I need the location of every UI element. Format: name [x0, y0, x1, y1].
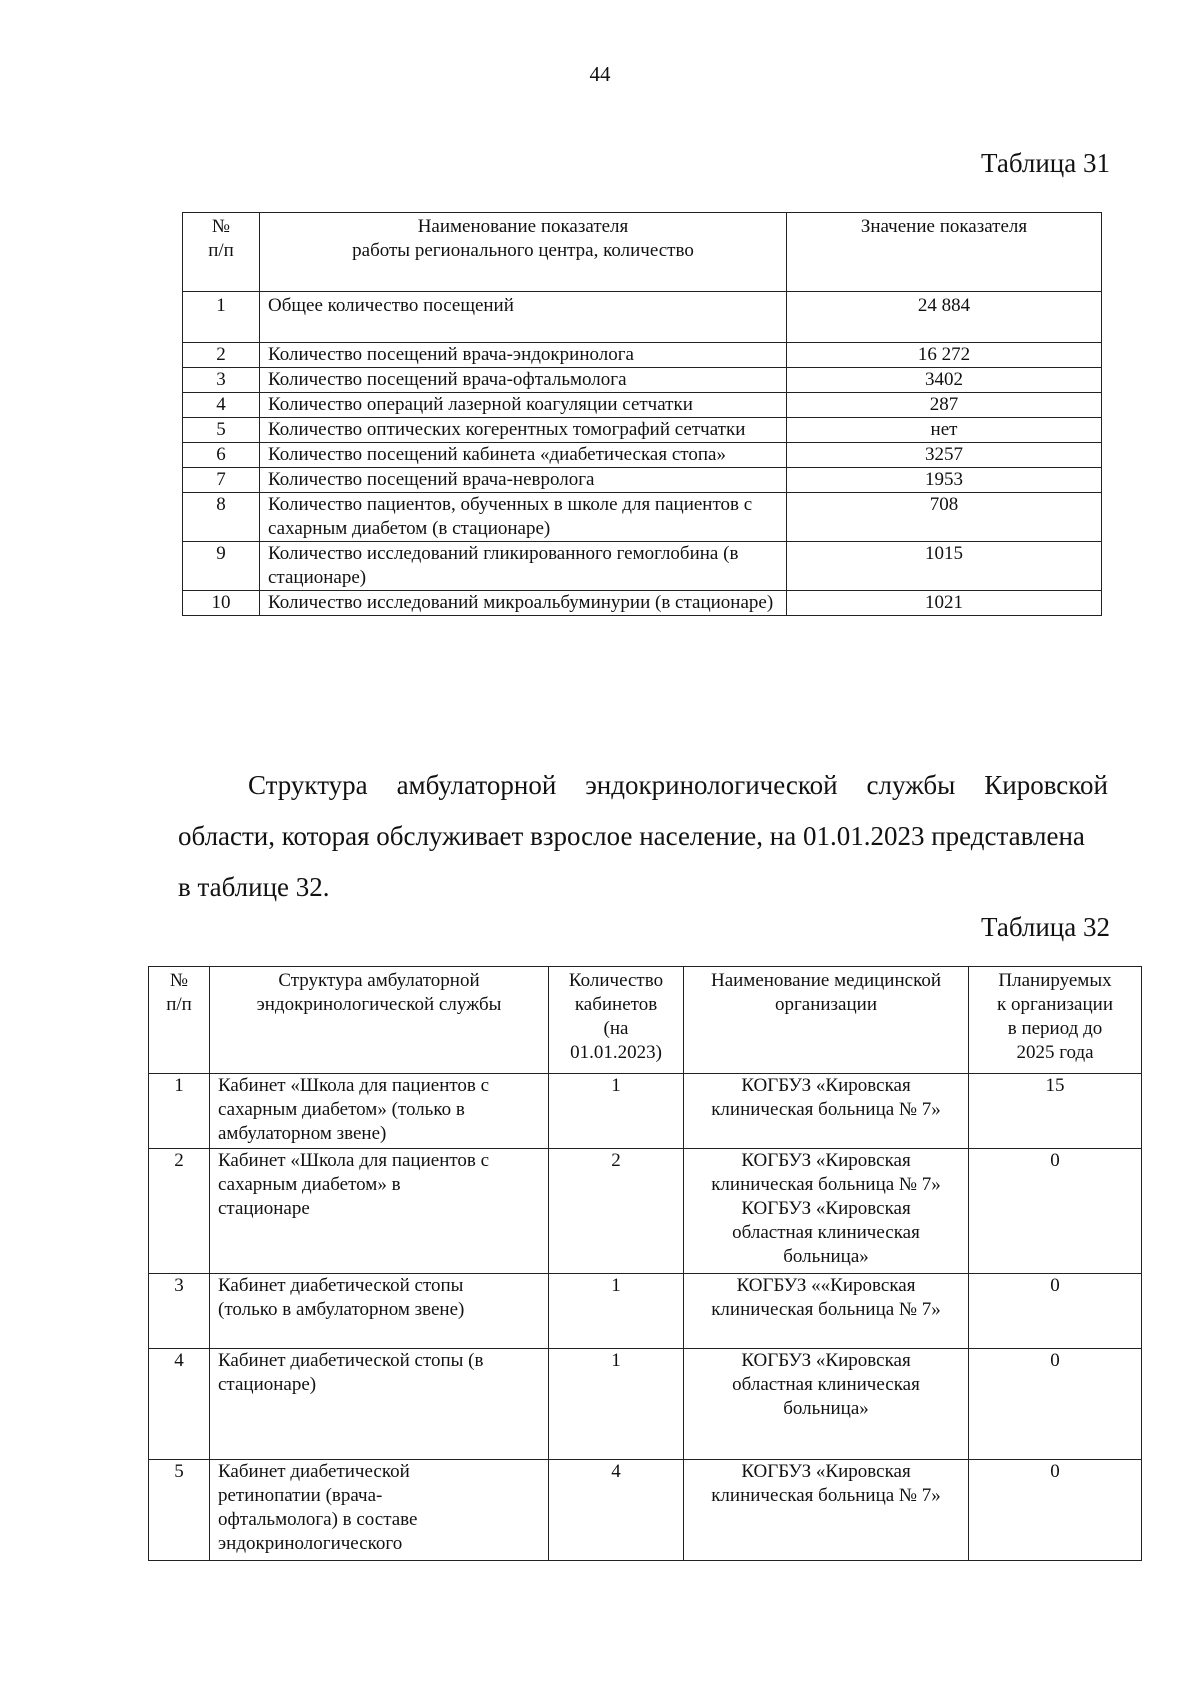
row-num: 8: [183, 493, 260, 542]
header-room-count: Количество кабинетов (на 01.01.2023): [549, 967, 684, 1074]
table-header-row: [149, 967, 1142, 1074]
header-organization: Наименование медицинской организации: [684, 967, 969, 1074]
row-structure: Кабинет «Школа для пациентов с сахарным диабетом» в стационаре: [210, 1149, 549, 1274]
row-name: Количество посещений врача-офтальмолога: [260, 368, 787, 393]
table-row: [149, 1074, 1142, 1149]
row-num: 4: [183, 393, 260, 418]
row-value: нет: [787, 418, 1102, 443]
row-value: 24 884: [787, 292, 1102, 343]
row-name: Количество операций лазерной коагуляции сетчатки: [260, 393, 787, 418]
row-structure: Кабинет диабетической стопы (только в амбулаторном звене): [210, 1274, 549, 1349]
row-planned: 0: [969, 1274, 1142, 1349]
row-organization: КОГБУЗ «Кировская клиническая больница № 7»: [684, 1074, 969, 1149]
row-value: 1015: [787, 542, 1102, 591]
row-num: 3: [183, 368, 260, 393]
row-room-count: 2: [549, 1149, 684, 1274]
row-organization: КОГБУЗ «Кировская клиническая больница № 7» КОГБУЗ «Кировская областная клиническая больница»: [684, 1149, 969, 1274]
row-name: Общее количество посещений: [260, 292, 787, 343]
row-structure: Кабинет «Школа для пациентов с сахарным диабетом» (только в амбулаторном звене): [210, 1074, 549, 1149]
header-num: № п/п: [183, 213, 260, 292]
row-num: 2: [149, 1149, 210, 1274]
row-num: 7: [183, 468, 260, 493]
header-planned: Планируемых к организации в период до 2025 года: [969, 967, 1142, 1074]
row-name: Количество посещений врача-эндокринолога: [260, 343, 787, 368]
page-number: 44: [589, 62, 611, 86]
row-value: 16 272: [787, 343, 1102, 368]
row-value: 1953: [787, 468, 1102, 493]
row-value: 708: [787, 493, 1102, 542]
row-room-count: 1: [549, 1074, 684, 1149]
body-paragraph: [178, 760, 1108, 913]
row-structure: Кабинет диабетической ретинопатии (врача- офтальмолога) в составе эндокринологического: [210, 1460, 549, 1561]
table-row: [183, 343, 1102, 368]
row-value: 1021: [787, 591, 1102, 616]
table-row: [149, 1149, 1142, 1274]
row-value: 3257: [787, 443, 1102, 468]
row-structure: Кабинет диабетической стопы (в стационаре): [210, 1349, 549, 1460]
header-indicator-name: Наименование показателя работы регионального центра, количество: [260, 213, 787, 292]
row-value: 287: [787, 393, 1102, 418]
table-31: [182, 212, 1102, 616]
table-row: [183, 368, 1102, 393]
row-planned: 0: [969, 1149, 1142, 1274]
row-num: 5: [183, 418, 260, 443]
row-num: 1: [183, 292, 260, 343]
row-room-count: 1: [549, 1274, 684, 1349]
row-name: Количество посещений кабинета «диабетическая стопа»: [260, 443, 787, 468]
row-num: 5: [149, 1460, 210, 1561]
row-organization: КОГБУЗ «Кировская клиническая больница № 7»: [684, 1460, 969, 1561]
row-num: 6: [183, 443, 260, 468]
header-structure: Структура амбулаторной эндокринологической службы: [210, 967, 549, 1074]
row-num: 4: [149, 1349, 210, 1460]
table-row: [183, 591, 1102, 616]
row-num: 3: [149, 1274, 210, 1349]
table-row: [183, 468, 1102, 493]
table-row: [183, 393, 1102, 418]
row-name: Количество исследований микроальбуминурии (в стационаре): [260, 591, 787, 616]
table-row: [149, 1349, 1142, 1460]
row-room-count: 1: [549, 1349, 684, 1460]
row-num: 2: [183, 343, 260, 368]
row-organization: КОГБУЗ ««Кировская клиническая больница № 7»: [684, 1274, 969, 1349]
table-31-caption: Таблица 31: [981, 148, 1110, 178]
header-indicator-value: Значение показателя: [787, 213, 1102, 292]
row-organization: КОГБУЗ «Кировская областная клиническая больница»: [684, 1349, 969, 1460]
table-row: [183, 542, 1102, 591]
row-room-count: 4: [549, 1460, 684, 1561]
table-32-caption: Таблица 32: [981, 912, 1110, 942]
row-planned: 0: [969, 1349, 1142, 1460]
row-num: 10: [183, 591, 260, 616]
table-row: [183, 493, 1102, 542]
row-value: 3402: [787, 368, 1102, 393]
header-num: № п/п: [149, 967, 210, 1074]
table-row: [183, 292, 1102, 343]
row-name: Количество пациентов, обученных в школе для пациентов с сахарным диабетом (в стационаре): [260, 493, 787, 542]
row-name: Количество посещений врача-невролога: [260, 468, 787, 493]
row-planned: 0: [969, 1460, 1142, 1561]
table-row: [183, 418, 1102, 443]
row-num: 9: [183, 542, 260, 591]
paragraph-line-3: в таблице 32.: [178, 872, 330, 902]
table-row: [183, 443, 1102, 468]
table-row: [149, 1274, 1142, 1349]
paragraph-line-1: Структура амбулаторной эндокринологической службы Кировской: [248, 770, 1108, 800]
row-planned: 15: [969, 1074, 1142, 1149]
row-num: 1: [149, 1074, 210, 1149]
row-name: Количество оптических когерентных томографий сетчатки: [260, 418, 787, 443]
table-row: [149, 1460, 1142, 1561]
row-name: Количество исследований гликированного гемоглобина (в стационаре): [260, 542, 787, 591]
table-32: [148, 966, 1142, 1561]
paragraph-line-2: области, которая обслуживает взрослое население, на 01.01.2023 представлена: [178, 821, 1085, 851]
table-header-row: [183, 213, 1102, 292]
